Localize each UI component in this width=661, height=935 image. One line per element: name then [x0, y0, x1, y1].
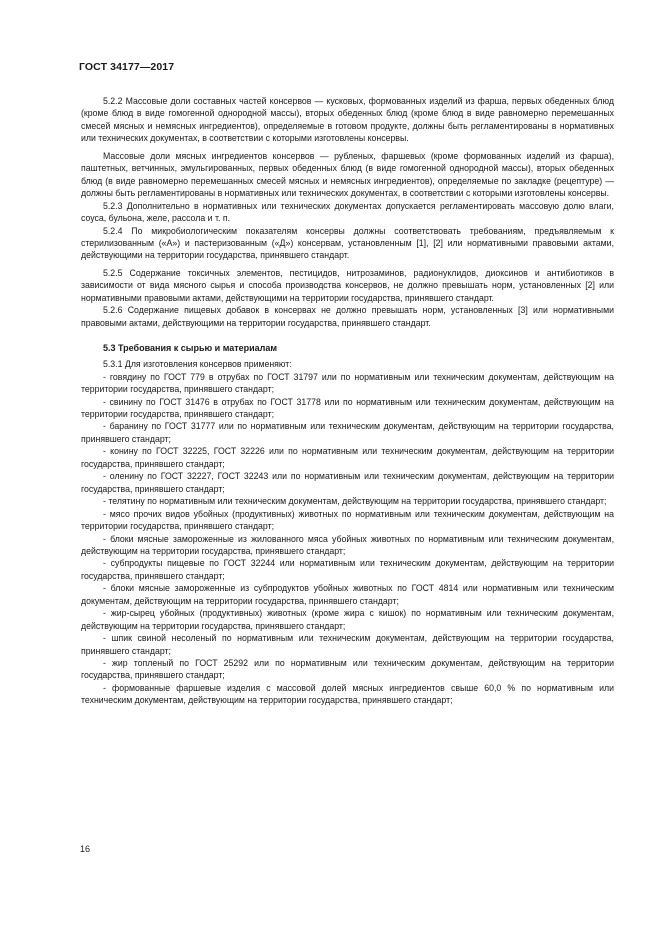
page-number: 16	[80, 844, 91, 854]
document-header: ГОСТ 34177—2017	[79, 61, 175, 73]
paragraph-meat-ingredients: Массовые доли мясных ингредиентов консервов — рубленых, фаршевых (кроме формованных изделий из фарша), паштетных, ветчинных, эмульгированных, первых обеденных блюд (в виде гомогенной однородной массы), вторых обеденных блюд (в виде равномерно перемешанных смесей мясных и немясных ингредиентов), определяемые по закладке (рецептуре) — должны быть регламентированы в нормативных или технических документах, в соответствии с которыми изготовлены консервы.	[81, 150, 614, 199]
paragraph-5-2-6: 5.2.6 Содержание пищевых добавок в консервах не должно превышать норм, установленных [3] или нормативными правовыми актами, действующими на территории государства, принявшего стандарт.	[81, 305, 614, 328]
list-item: - мясо прочих видов убойных (продуктивных) животных по нормативным или техническим документам, действующим на территории государства, принявшего стандарт;	[81, 508, 614, 532]
list-item: - конину по ГОСТ 32225, ГОСТ 32226 или по нормативным или техническим документам, действующим на территории государства, принявшего стандарт;	[81, 446, 614, 469]
list-item: - свинину по ГОСТ 31476 в отрубах по ГОСТ 31778 или по нормативным или техническим документам, действующим на территории государства, принявшего стандарт;	[81, 396, 614, 419]
list-item: - говядину по ГОСТ 779 в отрубах по ГОСТ 31797 или по нормативным или техническим документам, действующим на территории государства, принявшего стандарт;	[81, 371, 614, 395]
list-item: - баранину по ГОСТ 31777 или по нормативным или техническим документам, действующим на территории государства, принявшего стандарт;	[81, 421, 614, 444]
section-heading-5-3: 5.3 Требования к сырью и материалам	[103, 343, 278, 354]
paragraph-5-2-3: 5.2.3 Дополнительно в нормативных или технических документах допускается регламентировать массовую долю влаги, соуса, бульона, желе, рассола и т. п.	[81, 200, 614, 224]
paragraph-5-2-4: 5.2.4 По микробиологическим показателям консервы должны соответствовать требованиям, предъявляемым к стерилизованным («А») и пастеризованным («Д») консервам, установленным [1], [2] или нормативными правовыми актами, действующими на территории государства, принявшего стандарт.	[81, 225, 614, 261]
paragraph-5-2-5: 5.2.5 Содержание токсичных элементов, пестицидов, нитрозаминов, радионуклидов, диоксинов и антибиотиков в зависимости от вида мясного сырья и способа производства консервов, не должно превышать норм, установленных [2] или нормативными правовыми актами, действующими на территории государства, принявшего стандарт.	[81, 267, 614, 303]
list-item: - субпродукты пищевые по ГОСТ 32244 или нормативным или техническим документам, действующим на территории государства, принявшего стандарт;	[81, 558, 614, 581]
document-body	[81, 95, 614, 707]
paragraph-5-2-2: 5.2.2 Массовые доли составных частей консервов — кусковых, формованных изделий из фарша, первых обеденных блюд (кроме блюд в виде гомогенной однородной массы), вторых обеденных блюд (кроме блюд в виде равномерно перемешанных смесей мясных и немясных ингредиентов), определяемые в готовом продукте, должны быть регламентированы в нормативных или технических документах, в соответствии с которыми изготовлены консервы.	[81, 96, 614, 144]
list-item: - блоки мясные замороженные из жилованного мяса убойных животных по нормативным или техническим документам, действующим на территории государства, принявшего стандарт;	[81, 533, 614, 556]
list-item: - жир-сырец убойных (продуктивных) животных (кроме жира с кишок) по нормативным или техническим документам, действующим на территории государства, принявшего стандарт;	[81, 608, 614, 631]
list-item: - шпик свиной несоленый по нормативным или техническим документам, действующим на территории государства, принявшего стандарт;	[81, 633, 614, 656]
list-item: - блоки мясные замороженные из субпродуктов убойных животных по ГОСТ 4814 или нормативным или техническим документам, действующим на территории государства, принявшего стандарт;	[81, 583, 614, 606]
list-item: - формованные фаршевые изделия с массовой долей мясных ингредиентов свыше 60,0 % по нормативным или техническим документам, действующим на территории государства, принявшего стандарт;	[81, 682, 614, 706]
list-item: - телятину по нормативным или техническим документам, действующим на территории государства, принявшего стандарт;	[103, 496, 607, 507]
list-item: - оленину по ГОСТ 32227, ГОСТ 32243 или по нормативным или техническим документам, действующим на территории государства, принявшего стандарт;	[81, 471, 614, 494]
paragraph-5-3-1: 5.3.1 Для изготовления консервов применяют:	[103, 359, 292, 370]
list-item: - жир топленый по ГОСТ 25292 или по нормативным или техническим документам, действующим на территории государства, принявшего стандарт;	[81, 658, 614, 681]
